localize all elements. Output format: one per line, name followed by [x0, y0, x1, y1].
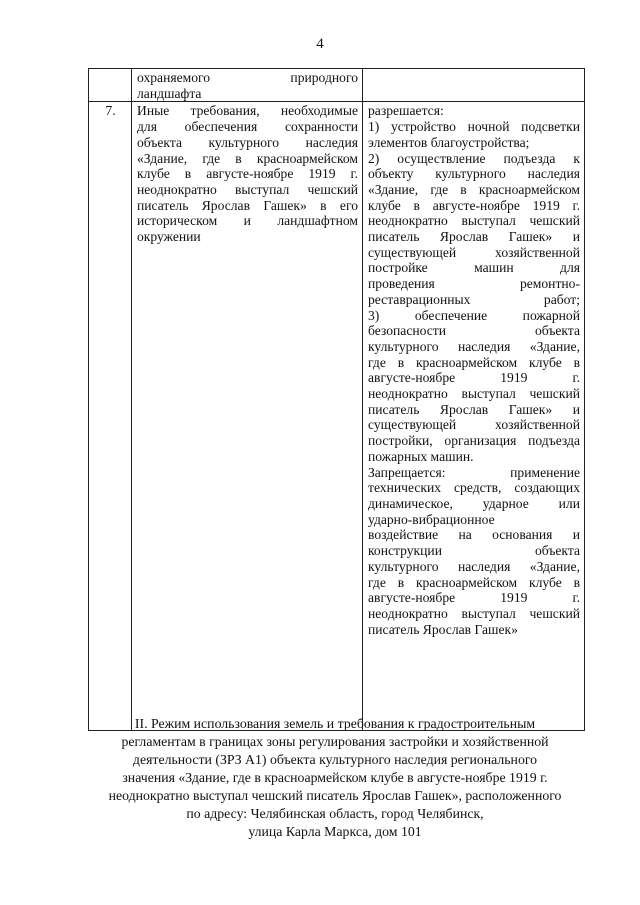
regime-line: разрешается:: [368, 103, 444, 119]
regime-line: постройке машин для: [368, 260, 580, 276]
regime-line: неоднократно выступал чешский: [368, 213, 580, 229]
regime-line: существующей хозяйственной: [368, 417, 580, 433]
regime-line: культурного наследия «Здание,: [368, 558, 580, 574]
regime-line: элементов благоустройства;: [368, 134, 530, 150]
regime-line: динамическое, ударное или: [368, 495, 580, 511]
regime-line: где в красноармейском клубе в: [368, 354, 580, 370]
regime-line: 2) осуществление подъезда к: [368, 150, 580, 166]
regime-line: августе-ноябре 1919 г.: [368, 370, 580, 386]
requirement-line: писатель Ярослав Гашек» в его: [137, 197, 358, 213]
row-number-cell-empty: [89, 69, 132, 102]
requirement-line: объекта культурного наследия: [137, 134, 358, 150]
regime-line: культурного наследия «Здание,: [368, 338, 580, 354]
table-row-continuation: [89, 69, 585, 102]
regime-line: Запрещается: применение: [368, 464, 580, 480]
regime-line: конструкции объекта: [368, 543, 580, 559]
regime-line: пожарных машин.: [368, 448, 474, 464]
requirement-line: историческом и ландшафтном: [137, 213, 358, 229]
regime-line: постройки, организация подъезда: [368, 433, 580, 449]
regime-line: неоднократно выступал чешский: [368, 605, 580, 621]
requirement-line: для обеспечения сохранности: [137, 119, 358, 135]
regime-line: «Здание, где в красноармейском: [368, 181, 580, 197]
table-row-7: [89, 102, 585, 731]
regime-line: существующей хозяйственной: [368, 244, 580, 260]
regime-line: клубе в августе-ноябре 1919 г.: [368, 197, 580, 213]
requirement-line: окружении: [137, 229, 201, 245]
section-title-line: по адресу: Челябинская область, город Челябинск,: [186, 806, 484, 821]
requirement-line: Иные требования, необходимые: [137, 103, 358, 119]
section-title-line: регламентам в границах зоны регулирования застройки и хозяйственной: [121, 734, 549, 749]
requirement-cell-continuation: [132, 69, 363, 102]
section-title: [100, 715, 570, 841]
requirement-line: охраняемого природного: [137, 70, 358, 85]
row-number-cell: 7.: [89, 102, 132, 731]
regime-cell: [363, 102, 585, 731]
regime-line: объекту культурного наследия: [368, 166, 580, 182]
requirement-line: «Здание, где в красноармейском: [137, 150, 358, 166]
section-title-line: неоднократно выступал чешский писатель Ярослав Гашек», расположенного: [108, 788, 562, 803]
section-title-line: значения «Здание, где в красноармейском клубе в августе-ноябре 1919 г.: [122, 770, 548, 785]
regime-line: реставрационных работ;: [368, 291, 580, 307]
regime-line: писатель Ярослав Гашек» и: [368, 229, 580, 245]
regime-line: где в красноармейском клубе в: [368, 574, 580, 590]
section-title-line: улица Карла Маркса, дом 101: [248, 824, 422, 839]
requirement-line: неоднократно выступал чешский: [137, 181, 358, 197]
regime-cell-empty: [363, 69, 585, 102]
page-number: 4: [316, 36, 324, 52]
section-title-line: деятельности (ЗРЗ А1) объекта культурного наследия регионального: [132, 752, 538, 767]
regime-line: воздействие на основания и: [368, 527, 580, 543]
regime-line: безопасности объекта: [368, 323, 580, 339]
regime-line: проведения ремонтно-: [368, 276, 580, 292]
requirement-line: ландшафта: [137, 85, 202, 101]
requirement-cell: [132, 102, 363, 731]
regime-line: писатель Ярослав Гашек» и: [368, 401, 580, 417]
regime-line: 3) обеспечение пожарной: [368, 307, 580, 323]
regime-line: технических средств, создающих: [368, 480, 580, 496]
regime-line: неоднократно выступал чешский: [368, 386, 580, 402]
regime-line: ударно-вибрационное: [368, 511, 495, 527]
regime-line: писатель Ярослав Гашек»: [368, 621, 518, 637]
regulations-table: [88, 68, 585, 731]
section-title-line: II. Режим использования земель и требования к градостроительным: [134, 716, 536, 731]
regime-line: 1) устройство ночной подсветки: [368, 119, 580, 135]
requirement-line: клубе в августе-ноябре 1919 г.: [137, 166, 358, 182]
regime-line: августе-ноябре 1919 г.: [368, 590, 580, 606]
